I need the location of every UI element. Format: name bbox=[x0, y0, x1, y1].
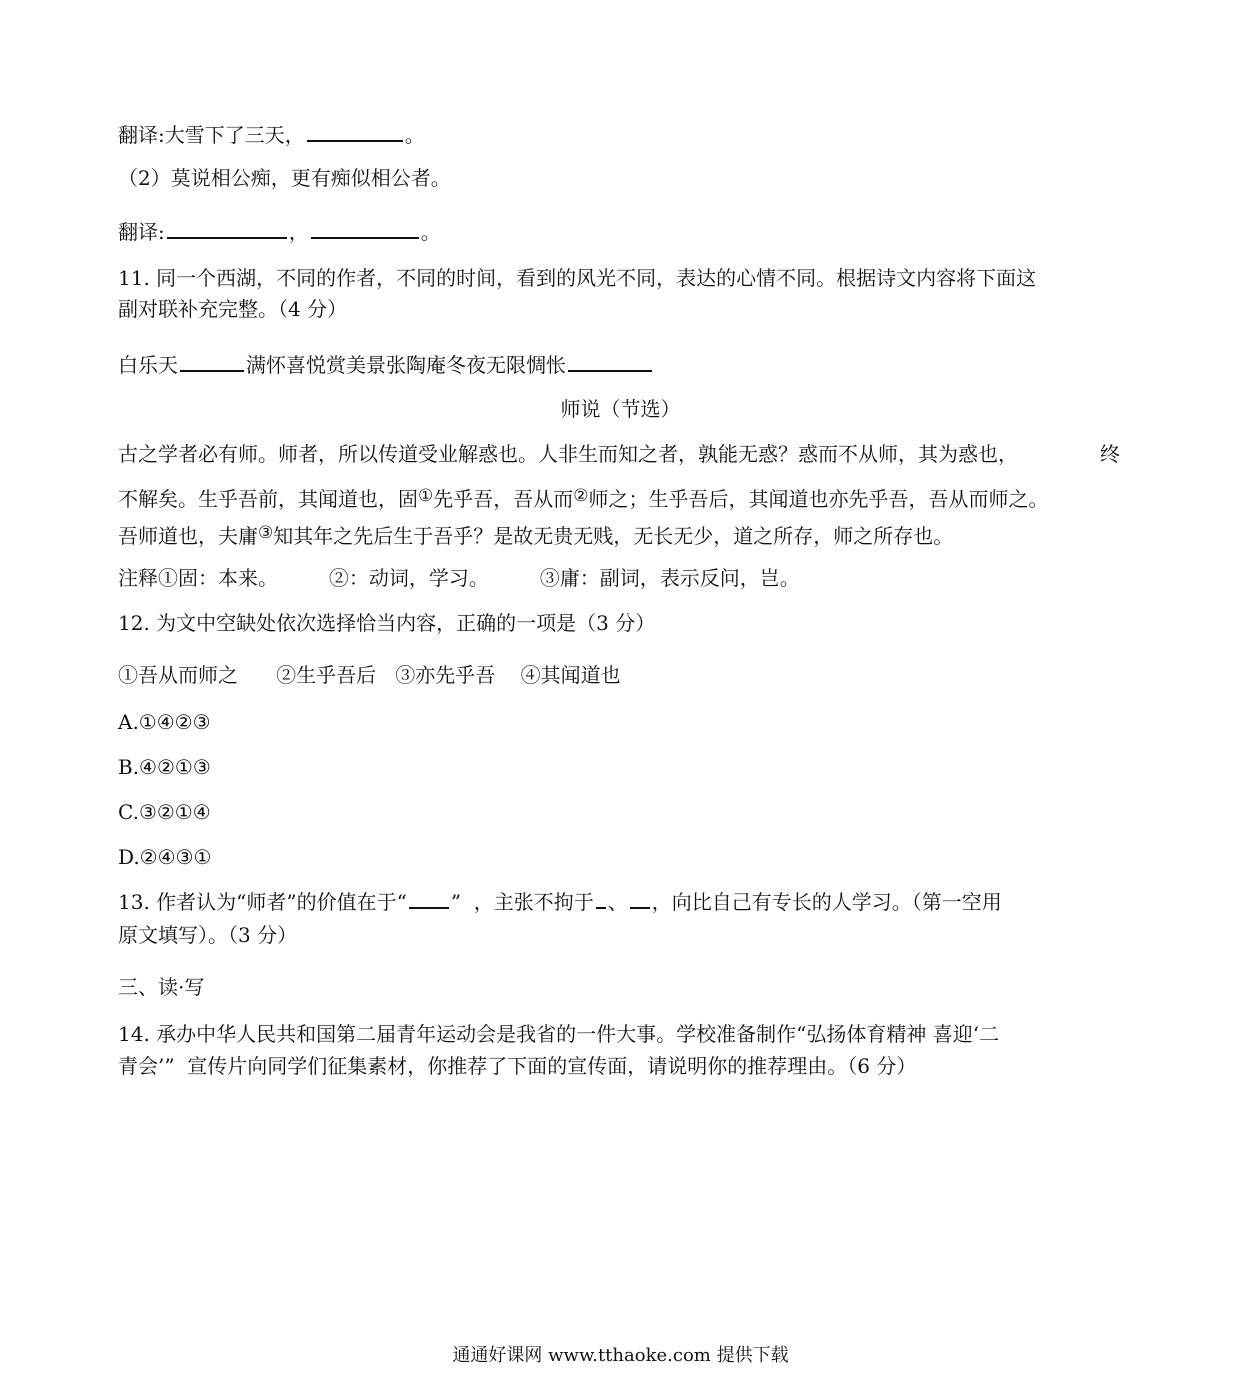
footnote-marker-3: ③ bbox=[258, 523, 274, 543]
option-d: D.②④③① bbox=[118, 845, 212, 869]
question-12-stem: 12. 为文中空缺处依次选择恰当内容，正确的一项是（3 分） bbox=[118, 611, 656, 635]
question-13-line-2: 原文填写）。（3 分） bbox=[118, 923, 298, 947]
question-11-line-2: 副对联补充完整。（4 分） bbox=[118, 297, 348, 321]
question-14-line-1: 14. 承办中华人民共和国第二届青年运动会是我省的一件大事。学校准备制作“弘扬体育精神 喜迎‘二 bbox=[118, 1022, 1000, 1046]
answer-blank bbox=[409, 887, 449, 909]
passage-line-1: 古之学者必有师。师者，所以传道受业解惑也。人非生而知之者，孰能无惑？惑而不从师，其为惑也， bbox=[118, 442, 1018, 466]
answer-blank bbox=[311, 217, 419, 239]
question-12-choices: ①吾从而师之 ②生乎吾后 ③亦先乎吾 ④其闻道也 bbox=[118, 663, 621, 687]
answer-blank bbox=[630, 887, 650, 909]
option-c: C.③②①④ bbox=[118, 800, 211, 824]
couplet-line: 白乐天 满怀喜悦赏美景张陶庵冬夜无限惆怅 bbox=[118, 350, 654, 379]
answer-blank bbox=[568, 350, 652, 372]
section-heading: 三、读·写 bbox=[118, 975, 205, 999]
option-a: A.①④②③ bbox=[118, 710, 211, 734]
passage-line-2: 不解矣。生乎吾前，其闻道也，固①先乎吾，吾从而②师之；生乎吾后，其闻道也亦先乎吾，吾从而师之。 bbox=[118, 486, 1049, 511]
translation-line-1: 翻译:大雪下了三天， 。 bbox=[118, 120, 425, 149]
option-b: B.④②①③ bbox=[118, 755, 211, 779]
sentence-item-2: （2）莫说相公痴，更有痴似相公者。 bbox=[118, 166, 451, 190]
answer-blank bbox=[307, 120, 403, 142]
translation-line-2: 翻译: ， 。 bbox=[118, 217, 441, 246]
footnote-marker-2: ② bbox=[573, 486, 589, 506]
passage-notes: 注释①固：本来。 ②：动词，学习。 ③庸：副词，表示反问，岂。 bbox=[118, 566, 800, 590]
passage-line-3: 吾师道也，夫庸③知其年之先后生于吾乎？是故无贵无贱，无长无少，道之所存，师之所存也。 bbox=[118, 523, 954, 548]
question-13-line-1: 13. 作者认为“师者”的价值在于“ ” ，主张不拘于 、 ，向比自己有专长的人学习。（第一空用 bbox=[118, 887, 1002, 916]
page-footer: 通通好课网 www.tthaoke.com 提供下载 bbox=[452, 1345, 789, 1366]
footnote-marker-1: ① bbox=[418, 486, 434, 506]
answer-blank bbox=[167, 217, 287, 239]
answer-blank bbox=[596, 887, 606, 909]
passage-title: 师说（节选） bbox=[560, 397, 681, 421]
answer-blank bbox=[180, 350, 244, 372]
question-11-line-1: 11. 同一个西湖，不同的作者，不同的时间，看到的风光不同，表达的心情不同。根据诗文内容将下面这 bbox=[118, 266, 1037, 290]
passage-line-1-tail: 终 bbox=[1100, 442, 1120, 466]
question-14-line-2: 青会’” 宣传片向同学们征集素材，你推荐了下面的宣传面，请说明你的推荐理由。（6 分） bbox=[118, 1054, 917, 1078]
